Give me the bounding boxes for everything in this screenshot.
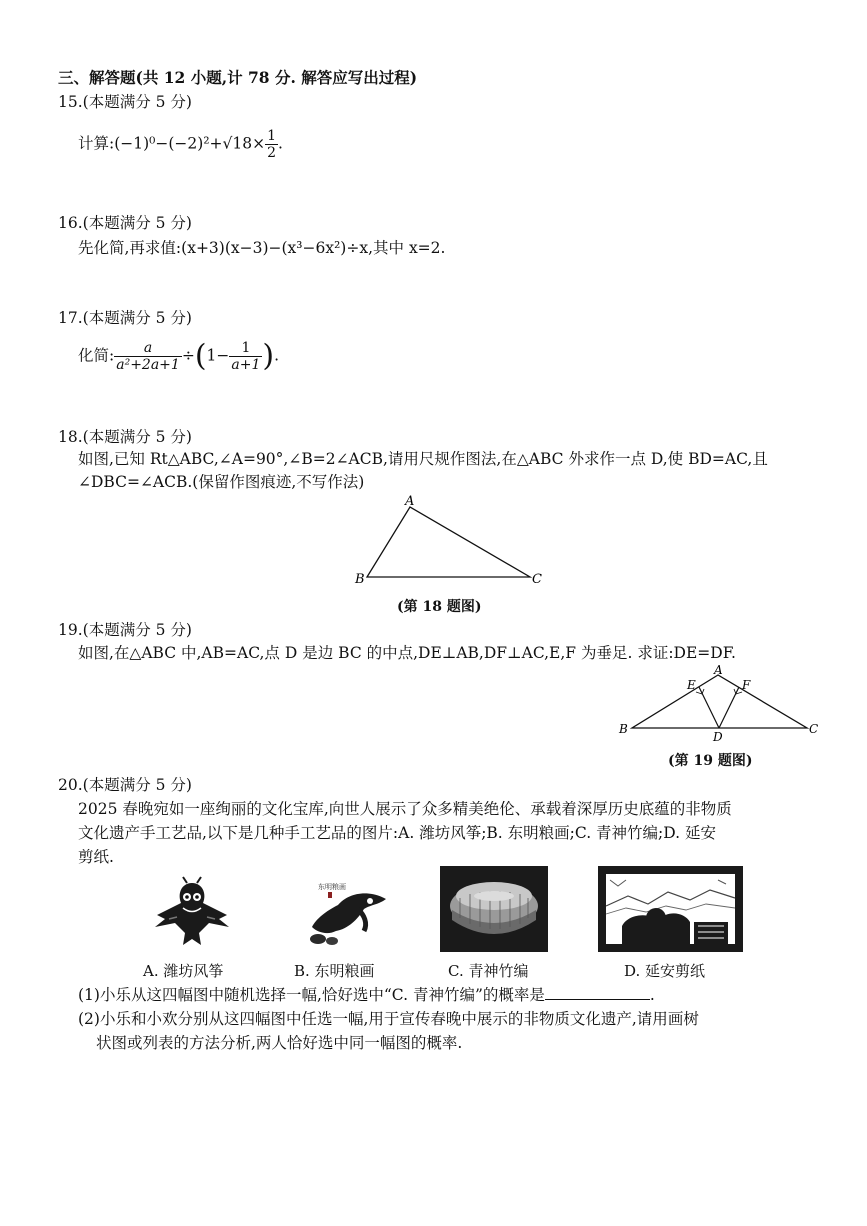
q20-sub-1-text: (1)小乐从这四幅图中随机选择一幅,恰好选中“C. 青神竹编”的概率是 (78, 986, 545, 1004)
q18-header: 18.(本题满分 5 分) (58, 428, 192, 446)
q17-expression: 化简: $\frac{a}{\text{a²+2a+1}}$ ÷(1− $\frac{1}{a+1}$ ). (78, 338, 280, 374)
q19-label-a: A (714, 663, 723, 677)
q19-header: 19.(本题满分 5 分) (58, 621, 192, 639)
section-title: 三、解答题(共 12 小题,计 78 分. 解答应写出过程) (58, 68, 418, 87)
q20-sub-2-line-2: 状图或列表的方法分析,两人恰好选中同一幅图的概率. (96, 1034, 463, 1052)
q15-numerator: 1 (267, 128, 277, 144)
q17-prefix: 化简: (78, 346, 115, 365)
q15-fraction (265, 128, 278, 161)
picture-b-label: B. 东明粮画 (294, 962, 375, 980)
q15-denominator: 2 (267, 145, 277, 161)
q17-numerator-2: 1 (229, 340, 262, 357)
grain-painting-icon (298, 875, 393, 950)
q19-triangle-figure (615, 663, 825, 743)
q15-tail: . (278, 134, 283, 153)
q19-label-c: C (809, 722, 819, 736)
triangle-abc (367, 507, 530, 577)
q17-fraction-2 (229, 340, 262, 373)
q17-denominator-1: a²+2a+1 (116, 357, 180, 373)
q16-header: 16.(本题满分 5 分) (58, 214, 192, 232)
q20-line-2: 文化遗产手工艺品,以下是几种手工艺品的图片:A. 潍坊风筝;B. 东明粮画;C. 青神竹编;D. 延安 (78, 824, 717, 842)
q19-figure-caption: (第 19 题图) (668, 753, 753, 769)
picture-a-label: A. 潍坊风筝 (143, 962, 224, 980)
triangle-abc-isosceles (632, 675, 807, 728)
q18-line-1: 如图,已知 Rt△ABC,∠A=90°,∠B=2∠ACB,请用尺规作图法,在△ABC 外求作一点 D,使 BD=AC,且 (78, 450, 768, 468)
q20-sub-1 (78, 985, 655, 1005)
q19-line-1: 如图,在△ABC 中,AB=AC,点 D 是边 BC 的中点,DE⊥AB,DF⊥AC,E,F 为垂足. 求证:DE=DF. (78, 644, 736, 662)
q17-divide: ÷ (181, 346, 195, 365)
q17-header: 17.(本题满分 5 分) (58, 309, 192, 327)
q18-figure-caption: (第 18 题图) (397, 599, 482, 615)
paper-cut-icon (598, 866, 743, 952)
q19-label-d: D (713, 730, 723, 743)
q17-denominator-2: a+1 (231, 357, 261, 373)
picture-c-label: C. 青神竹编 (448, 962, 529, 980)
bamboo-weaving-icon (440, 866, 548, 952)
q19-label-e: E (687, 678, 696, 692)
q18-label-a: A (405, 495, 415, 509)
q18-label-c: C (532, 572, 542, 587)
answer-blank[interactable] (545, 985, 650, 1000)
q16-text: 先化简,再求值:(x+3)(x−3)−(x³−6x²)÷x,其中 x=2. (78, 239, 446, 257)
q18-label-b: B (355, 572, 365, 587)
picture-d-label: D. 延安剪纸 (624, 962, 706, 980)
q15-expr: (−1)⁰−(−2)²+√18× (114, 134, 266, 153)
q19-label-b: B (619, 722, 628, 736)
q15-header: 15.(本题满分 5 分) (58, 93, 192, 111)
q17-fraction-1 (114, 340, 182, 373)
q17-numerator-1: a (114, 340, 182, 357)
q17-one-minus: 1− (206, 346, 230, 365)
q20-line-1: 2025 春晚宛如一座绚丽的文化宝库,向世人展示了众多精美绝伦、承载着深厚历史底蕴的非物质 (78, 800, 732, 818)
q19-label-f: F (742, 678, 751, 692)
q18-triangle-figure (350, 495, 550, 590)
q20-sub-2-line-1: (2)小乐和小欢分别从这四幅图中任选一幅,用于宣传春晚中展示的非物质文化遗产,请用画树 (78, 1010, 699, 1028)
grain-painting-inscription: 东明粮画 (318, 883, 346, 891)
q20-header: 20.(本题满分 5 分) (58, 776, 192, 794)
q15-expression (78, 128, 283, 161)
q17-tail: . (274, 346, 280, 365)
kite-icon (147, 875, 237, 950)
q20-line-3: 剪纸. (78, 848, 114, 866)
q15-prefix: 计算: (78, 134, 115, 153)
q20-sub-1-tail: . (649, 986, 655, 1004)
q18-line-2: ∠DBC=∠ACB.(保留作图痕迹,不写作法) (78, 473, 365, 491)
